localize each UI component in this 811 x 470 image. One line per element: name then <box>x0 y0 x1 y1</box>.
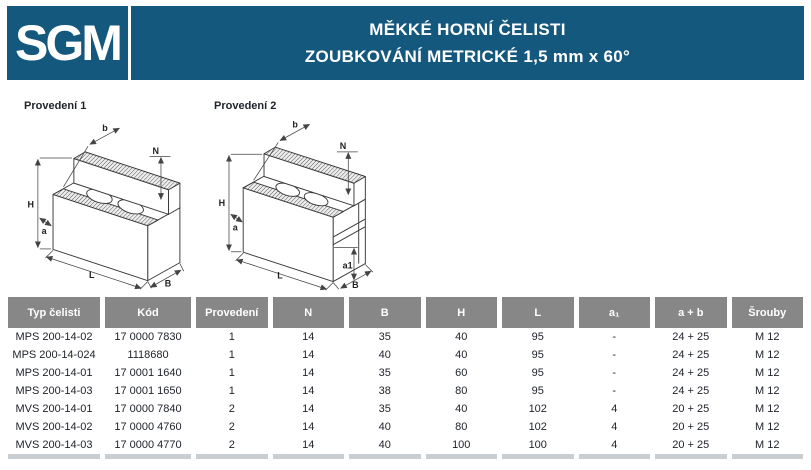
dim-label-l: L <box>89 269 95 280</box>
footer-strip-cell <box>196 454 268 459</box>
table-row <box>8 418 803 436</box>
table-cell: 24 + 25 <box>672 349 710 361</box>
column-header: Šrouby <box>732 297 804 328</box>
table-cell: 95 <box>531 367 544 379</box>
sgm-logo: SGM <box>7 6 128 80</box>
table-cell: 2 <box>228 403 235 415</box>
table-cell: MVS 200-14-03 <box>15 439 93 451</box>
footer-strip-cell <box>426 454 498 459</box>
table-cell: 35 <box>378 331 391 343</box>
table-cell: 95 <box>531 331 544 343</box>
column-header: Provedení <box>196 297 268 328</box>
table-cell: 14 <box>302 385 315 397</box>
table-cell: 2 <box>228 421 235 433</box>
table-cell: 1 <box>228 349 235 361</box>
dim-label-l: L <box>277 270 283 281</box>
table-cell: - <box>612 349 617 361</box>
table-cell: 102 <box>528 421 547 433</box>
column-header: H <box>426 297 498 328</box>
table-row <box>8 364 803 382</box>
table-cell: 20 + 25 <box>672 439 710 451</box>
page-title-line1: MĚKKÉ HORNÍ ČELISTI <box>369 19 566 39</box>
provedeni-2-label: Provedení 2 <box>214 100 277 112</box>
table-cell: 17 0001 1650 <box>114 385 182 397</box>
table-cell: 17 0000 7830 <box>114 331 182 343</box>
table-cell: 38 <box>378 385 391 397</box>
dim-label-b: b <box>102 123 108 134</box>
table-row <box>8 328 803 346</box>
table-cell: 35 <box>378 367 391 379</box>
page-header <box>7 6 804 80</box>
table-cell: 80 <box>455 421 468 433</box>
table-row <box>8 436 803 454</box>
table-cell: 40 <box>378 349 391 361</box>
dim-label-n: N <box>339 141 347 152</box>
table-cell: M 12 <box>755 439 780 451</box>
table-cell: M 12 <box>755 331 780 343</box>
column-header: Typ čelisti <box>8 297 100 328</box>
table-cell: 2 <box>228 439 235 451</box>
table-cell: 17 0000 7840 <box>114 403 182 415</box>
table-cell: 20 + 25 <box>672 421 710 433</box>
table-cell: 100 <box>528 439 547 451</box>
dim-label-n: N <box>152 145 159 156</box>
column-header: a₁ <box>579 297 651 328</box>
table-cell: 17 0000 4770 <box>114 439 182 451</box>
table-footer-strip <box>8 454 803 459</box>
dim-label-b: b <box>292 119 298 130</box>
table-cell: MVS 200-14-01 <box>15 403 93 415</box>
table-cell: 14 <box>302 421 315 433</box>
table-cell: 14 <box>302 403 315 415</box>
table-row <box>8 382 803 400</box>
table-cell: M 12 <box>755 403 780 415</box>
footer-strip-cell <box>502 454 574 459</box>
provedeni-1-drawing <box>12 114 202 292</box>
table-row <box>8 400 803 418</box>
table-cell: 60 <box>455 367 468 379</box>
column-header: Kód <box>105 297 191 328</box>
table-cell: 14 <box>302 349 315 361</box>
provedeni-1-label: Provedení 1 <box>24 100 87 112</box>
table-cell: 95 <box>531 385 544 397</box>
dim-label-a: a <box>41 226 47 237</box>
table-cell: 24 + 25 <box>672 331 710 343</box>
table-cell: 24 + 25 <box>672 385 710 397</box>
dim-label-bb: B <box>164 278 172 289</box>
table-cell: MPS 200-14-01 <box>15 367 93 379</box>
table-cell: 4 <box>611 403 618 415</box>
spec-table-body <box>8 328 803 454</box>
page-title-line2: ZOUBKOVÁNÍ METRICKÉ 1,5 mm x 60° <box>304 46 631 66</box>
table-cell: 1 <box>228 367 235 379</box>
provedeni-2-figure <box>205 114 395 297</box>
table-cell: MPS 200-14-02 <box>15 331 93 343</box>
footer-strip-cell <box>579 454 651 459</box>
table-cell: 40 <box>378 439 391 451</box>
footer-strip-cell <box>732 454 804 459</box>
dim-label-bb: B <box>352 280 359 291</box>
dim-label-a: a <box>232 222 238 233</box>
table-cell: 102 <box>528 403 547 415</box>
dim-label-h: H <box>218 197 226 208</box>
table-cell: 1118680 <box>127 349 169 361</box>
table-cell: 40 <box>378 421 391 433</box>
spec-table-wrap <box>3 297 808 459</box>
table-cell: MVS 200-14-02 <box>15 421 93 433</box>
table-cell: 1 <box>228 385 235 397</box>
table-cell: M 12 <box>755 367 780 379</box>
table-cell: - <box>612 385 617 397</box>
table-cell: 14 <box>302 331 315 343</box>
provedeni-2-drawing <box>205 114 395 292</box>
table-cell: 1 <box>228 331 235 343</box>
page-title <box>131 6 804 80</box>
spec-table-head <box>8 297 803 328</box>
table-cell: 14 <box>302 367 315 379</box>
table-cell: 40 <box>455 331 468 343</box>
footer-strip-cell <box>655 454 727 459</box>
column-header: B <box>349 297 421 328</box>
table-row <box>8 346 803 364</box>
table-cell: 40 <box>455 349 468 361</box>
table-cell: 17 0001 1640 <box>114 367 182 379</box>
provedeni-1-figure <box>12 114 202 297</box>
table-header-row <box>8 297 803 328</box>
table-cell: MPS 200-14-03 <box>15 385 93 397</box>
column-header: N <box>273 297 345 328</box>
table-cell: - <box>612 367 617 379</box>
table-cell: 100 <box>452 439 471 451</box>
column-header: a + b <box>655 297 727 328</box>
table-cell: 80 <box>455 385 468 397</box>
table-cell: 4 <box>611 421 618 433</box>
dim-label-a1: a1 <box>342 260 353 271</box>
spec-table <box>3 297 808 459</box>
footer-strip-cell <box>349 454 421 459</box>
table-cell: 4 <box>611 439 618 451</box>
footer-strip-cell <box>8 454 100 459</box>
table-cell: 17 0000 4760 <box>114 421 182 433</box>
table-cell: 20 + 25 <box>672 403 710 415</box>
table-cell: M 12 <box>755 421 780 433</box>
table-cell: 95 <box>531 349 544 361</box>
footer-strip-cell <box>273 454 345 459</box>
table-cell: 40 <box>455 403 468 415</box>
dim-label-h: H <box>27 199 34 210</box>
table-cell: M 12 <box>755 385 780 397</box>
table-cell: 35 <box>378 403 391 415</box>
footer-strip-cell <box>105 454 191 459</box>
table-cell: MPS 200-14-024 <box>12 349 96 361</box>
table-cell: 14 <box>302 439 315 451</box>
table-cell: 24 + 25 <box>672 367 710 379</box>
column-header: L <box>502 297 574 328</box>
table-cell: - <box>612 331 617 343</box>
table-cell: M 12 <box>755 349 780 361</box>
